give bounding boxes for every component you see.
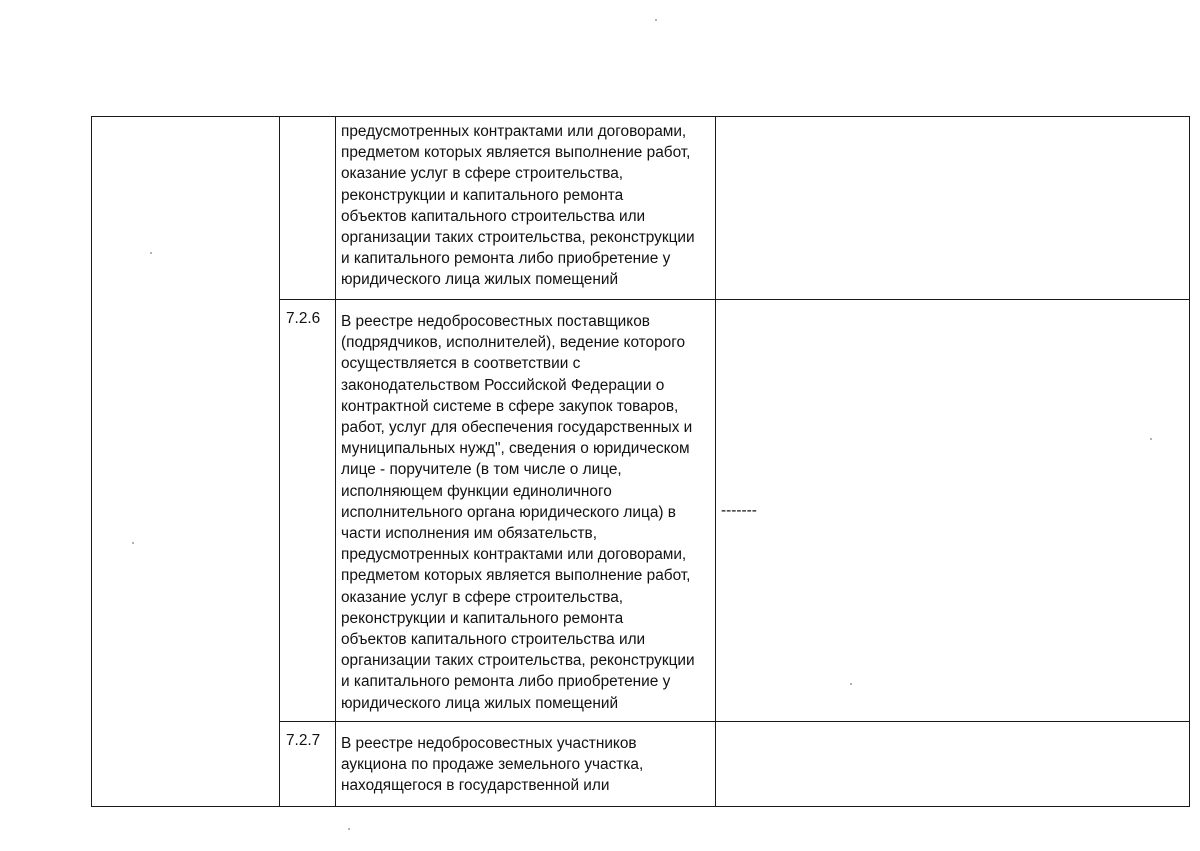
item-note-cell bbox=[716, 117, 1190, 300]
item-number-cell bbox=[280, 300, 336, 722]
scan-speck bbox=[655, 19, 657, 21]
description-line: предметом которых является выполнение работ, bbox=[341, 567, 691, 585]
description-line: юридического лица жилых помещений bbox=[341, 694, 619, 712]
description-line: В реестре недобросовестных участников bbox=[341, 735, 637, 752]
description-line: находящегося в государственной или bbox=[341, 777, 610, 795]
item-note-cell bbox=[716, 300, 1190, 722]
scan-speck bbox=[132, 542, 134, 544]
description-line: предметом которых является выполнение работ, bbox=[341, 144, 691, 162]
description-line: организации таких строительства, реконструкции bbox=[341, 652, 695, 670]
description-line: реконструкции и капитального ремонта bbox=[341, 609, 624, 627]
description-line: и капитального ремонта либо приобретение у bbox=[341, 250, 671, 268]
description-line: юридического лица жилых помещений bbox=[341, 271, 619, 289]
description-line: оказание услуг в сфере строительства, bbox=[341, 165, 624, 183]
description-line: организации таких строительства, реконструкции bbox=[341, 229, 695, 247]
description-line: оказание услуг в сфере строительства, bbox=[341, 588, 624, 606]
description-line: объектов капитального строительства или bbox=[341, 207, 646, 225]
item-number: 7.2.6 bbox=[286, 310, 321, 327]
item-description-cell bbox=[336, 722, 716, 807]
description-line: (подрядчиков, исполнителей), ведение которого bbox=[341, 334, 686, 352]
description-line: осуществляется в соответствии с bbox=[341, 355, 581, 373]
description-line: объектов капитального строительства или bbox=[341, 631, 646, 649]
item-note-cell bbox=[716, 722, 1190, 807]
item-number-cell bbox=[280, 117, 336, 300]
requirements-table bbox=[91, 116, 1190, 807]
description-line: исполнительного органа юридического лица) в bbox=[341, 503, 676, 521]
scan-speck bbox=[850, 683, 852, 685]
description-line: исполняющем функции единоличного bbox=[341, 482, 612, 500]
description-line: предусмотренных контрактами или договорами, bbox=[341, 123, 687, 140]
description-line: и капитального ремонта либо приобретение у bbox=[341, 673, 671, 691]
description-line: части исполнения им обязательств, bbox=[341, 525, 598, 543]
description-line: предусмотренных контрактами или договорами, bbox=[341, 546, 687, 564]
description-line: аукциона по продаже земельного участка, bbox=[341, 756, 644, 774]
item-number: 7.2.7 bbox=[286, 732, 321, 749]
description-line: реконструкции и капитального ремонта bbox=[341, 186, 624, 204]
item-description-cell bbox=[336, 117, 716, 300]
scan-speck bbox=[150, 252, 152, 254]
item-number-cell bbox=[280, 722, 336, 807]
merged-first-column-cell bbox=[92, 117, 280, 807]
description-line: лице - поручителе (в том числе о лице, bbox=[341, 461, 622, 479]
description-line: муниципальных нужд", сведения о юридическом bbox=[341, 440, 690, 458]
scan-speck bbox=[348, 828, 350, 830]
item-note: ------- bbox=[721, 501, 757, 519]
scan-speck bbox=[1150, 438, 1152, 440]
description-line: законодательством Российской Федерации о bbox=[341, 376, 665, 394]
description-line: В реестре недобросовестных поставщиков bbox=[341, 313, 650, 330]
table-row bbox=[92, 117, 1190, 300]
description-line: контрактной системе в сфере закупок товаров, bbox=[341, 397, 679, 415]
description-line: работ, услуг для обеспечения государственных и bbox=[341, 419, 693, 437]
item-description-cell bbox=[336, 300, 716, 722]
